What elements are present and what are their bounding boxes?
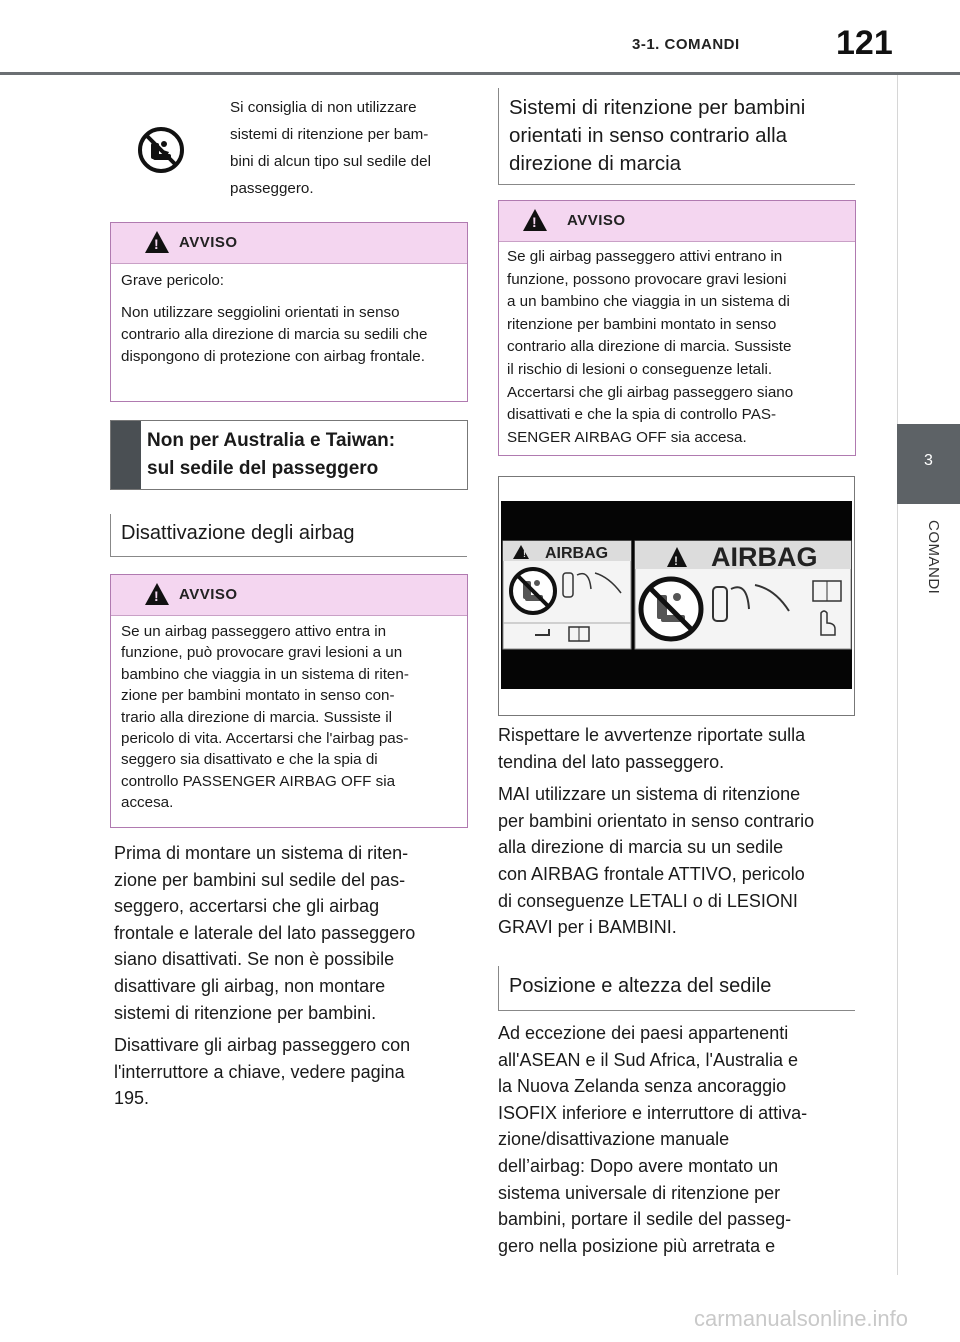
warning-line: trario alla direzione di marcia. Sussiste il <box>121 708 392 726</box>
svg-text:AIRBAG: AIRBAG <box>545 545 609 562</box>
warning-label: AVVISO <box>179 586 238 603</box>
subheading-seat-position <box>498 966 855 1011</box>
chapter-tab[interactable] <box>897 424 960 504</box>
paragraph: MAI utilizzare un sistema di ritenzione per bambini orientato in senso contrario alla direzione di marcia su un sedile con AIRBAG frontale ATTIVO, pericolo di conseguenze LETALI o di LESIONI GRAVI per i BAMBINI. <box>498 784 815 938</box>
svg-text:!: ! <box>674 554 678 568</box>
warning-line: funzione, possono provocare gravi lesioni <box>507 270 787 288</box>
warning-line: Accertarsi che gli airbag passeggero siano <box>507 383 794 401</box>
section-heading-rear-facing <box>498 88 855 185</box>
heading-line: direzione di marcia <box>509 152 682 175</box>
heading-line: Non per Australia e Taiwan: <box>147 430 396 451</box>
warning-line: Se un airbag passeggero attivo entra in <box>121 623 387 640</box>
right-body <box>498 722 854 947</box>
heading-line: Sistemi di ritenzione per bambini <box>509 96 806 119</box>
warning-line: il rischio di lesioni o conseguenze letali. <box>507 360 773 378</box>
warning-body <box>111 616 467 822</box>
warning-box <box>110 222 468 402</box>
warning-line: disattivati e che la spia di controllo PAS- <box>507 406 777 424</box>
chapter-label <box>926 520 948 640</box>
warning-line: funzione, può provocare gravi lesioni a un <box>121 644 403 662</box>
watermark: carmanualsonline.info <box>694 1306 909 1331</box>
heading-bar <box>111 421 141 489</box>
airbag-label-figure <box>499 477 854 715</box>
warning-body <box>111 264 467 376</box>
paragraph: Prima di montare un sistema di riten- zione per bambini sul sedile del pas- seggero, accertarsi che gli airbag frontale e laterale del lato passeggero siano disattivati. Se non è possibile disattivare gli airbag, non montare sistemi di ritenzione per bambini. <box>114 843 416 1023</box>
heading-line: sul sedile del passeggero <box>147 458 379 479</box>
no-child-seat-icon <box>137 126 185 174</box>
warning-box <box>110 574 468 828</box>
warning-line: controllo PASSENGER AIRBAG OFF sia <box>121 772 396 790</box>
warning-box <box>498 200 856 456</box>
warning-label: AVVISO <box>567 212 626 229</box>
subheading-disable-airbag <box>110 514 467 557</box>
paragraph: Disattivare gli airbag passeggero con l'interruttore a chiave, vedere pagina 195. <box>114 1035 411 1109</box>
intro-line: passeggero. <box>230 180 314 197</box>
chapter-number: 3 <box>924 452 933 469</box>
left-body <box>114 840 470 1118</box>
warning-text: Non utilizzare seggiolini orientati in senso contrario alla direzione di marcia su sedili che dispongono di protezione con airbag frontale. <box>121 304 428 365</box>
warning-header <box>111 575 467 616</box>
heading-line: orientati in senso contrario alla <box>509 124 788 147</box>
warning-triangle-icon <box>523 209 547 231</box>
section-heading <box>110 420 468 490</box>
warning-line: a un bambino che viaggia in un sistema di <box>507 293 790 311</box>
warning-label: AVVISO <box>179 234 238 251</box>
warning-body <box>499 242 855 457</box>
subheading-text: Disattivazione degli airbag <box>121 522 355 544</box>
svg-text:!: ! <box>523 549 526 559</box>
warning-line: pericolo di vita. Accertarsi che l'airbag pas- <box>121 730 409 748</box>
warning-line: seggero sia disattivato e che la spia di <box>121 751 378 769</box>
warning-text: Grave pericolo: <box>121 272 224 289</box>
page-number: 121 <box>836 24 893 62</box>
intro-note <box>230 94 470 202</box>
warning-line: SENGER AIRBAG OFF sia accesa. <box>507 428 747 446</box>
warning-line: zione per bambini montato in senso con- <box>121 687 395 705</box>
paragraph: Rispettare le avvertenze riportate sulla tendina del lato passeggero. <box>498 725 806 772</box>
chapter-label-text: COMANDI <box>925 520 942 595</box>
warning-line: ritenzione per bambini montato in senso <box>507 315 777 333</box>
svg-text:AIRBAG: AIRBAG <box>711 542 818 572</box>
subheading-text: Posizione e altezza del sedile <box>509 975 772 997</box>
intro-line: bini di alcun tipo sul sedile del <box>230 153 431 170</box>
warning-header <box>111 223 467 264</box>
intro-line: sistemi di ritenzione per bam- <box>230 126 429 143</box>
seat-body: Ad eccezione dei paesi appartenenti all'ASEAN e il Sud Africa, l'Australia e la Nuova Zelanda senza ancoraggio ISOFIX inferiore e interruttore di attiva- zione/disattivazione manuale dell’airbag: Dopo avere montato un sistema universale di ritenzione per bambini, portare il sedile del passeg- gero nella posizione più arretrata e <box>498 1023 808 1256</box>
header-rule <box>0 72 960 75</box>
warning-line: Se gli airbag passeggero attivi entrano in <box>507 248 783 265</box>
warning-triangle-icon <box>145 583 169 605</box>
warning-line: bambino che viaggia in un sistema di riten- <box>121 665 409 683</box>
intro-line: Si consiglia di non utilizzare <box>230 99 417 116</box>
side-divider <box>897 75 898 1275</box>
warning-header <box>499 201 855 242</box>
warning-triangle-icon <box>145 231 169 253</box>
warning-line: accesa. <box>121 794 174 812</box>
airbag-warning-label-illustration <box>498 476 855 716</box>
warning-line: contrario alla direzione di marcia. Sussiste <box>507 338 792 356</box>
section-title: 3-1. COMANDI <box>632 36 740 53</box>
